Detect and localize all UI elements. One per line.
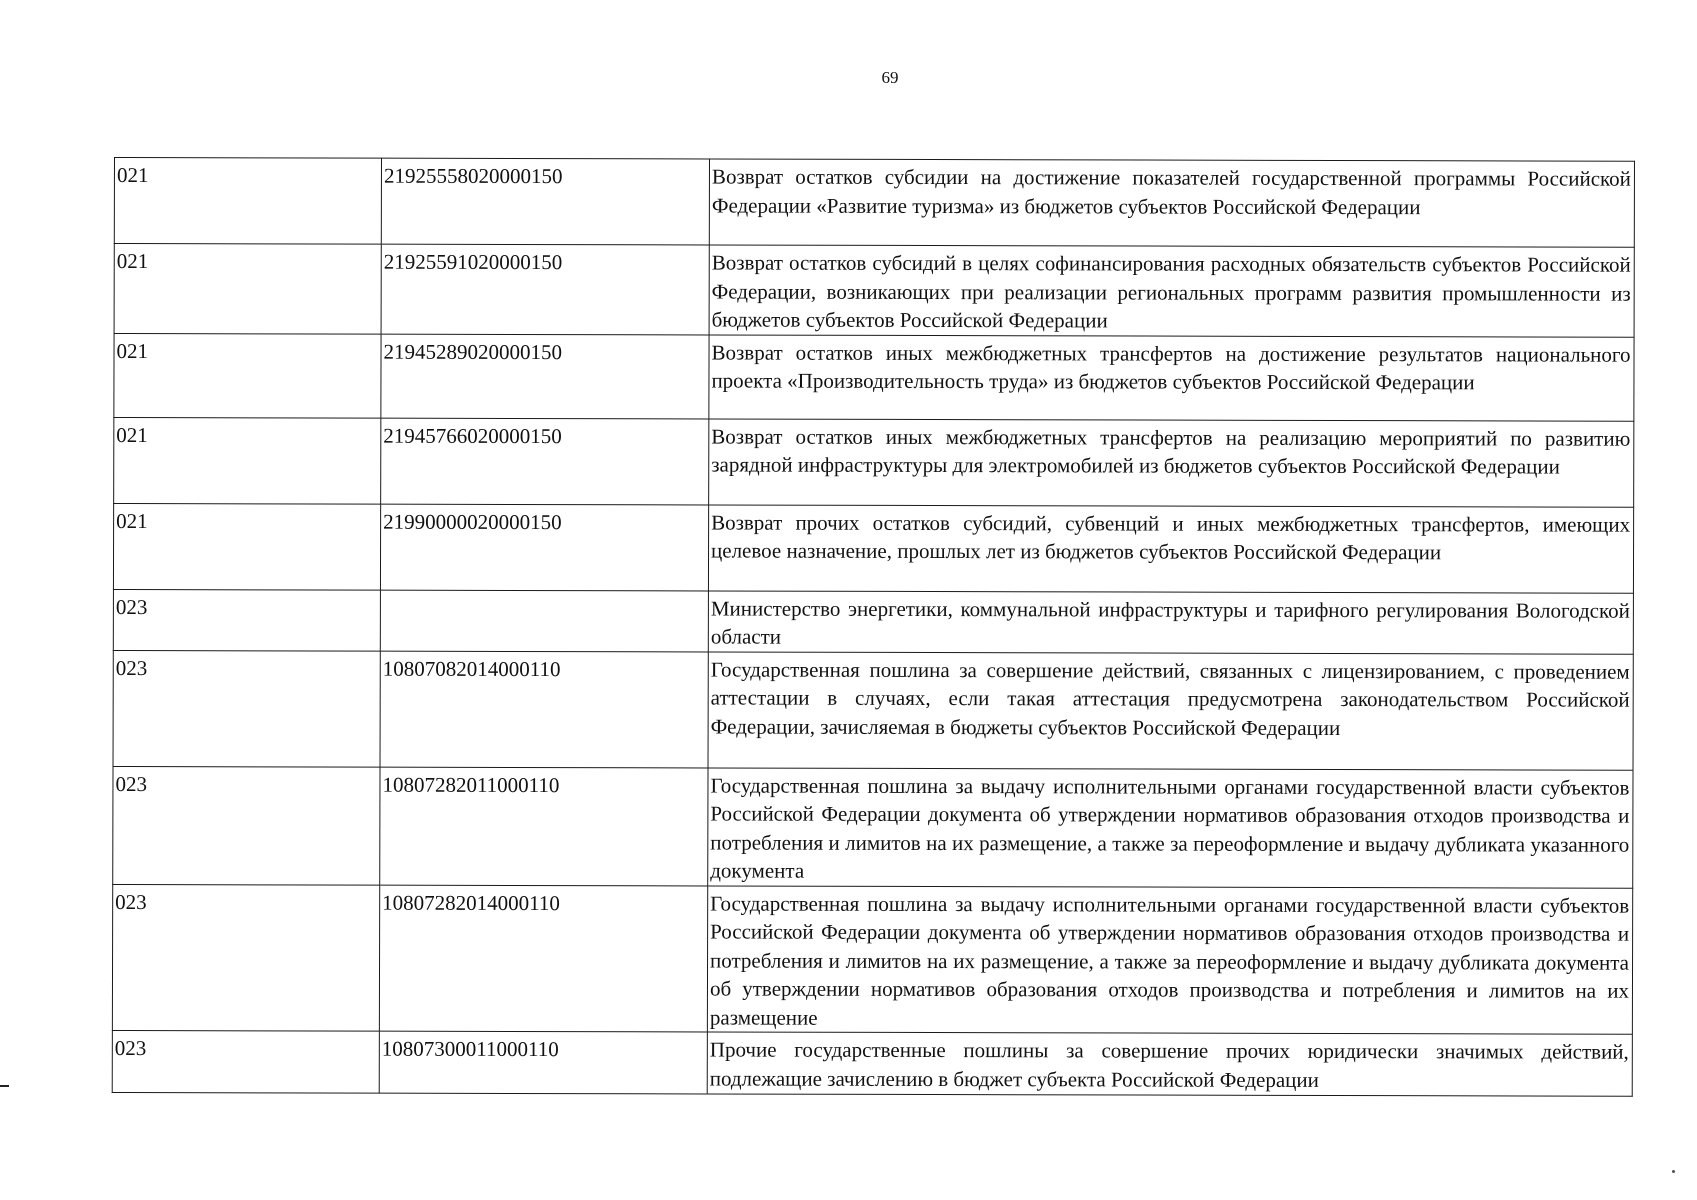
admin-code-cell: 023 (113, 589, 380, 651)
description-cell: Возврат остатков иных межбюджетных трансфертов на реализацию мероприятий по развитию зарядной инфраструктуры для электромобилей из бюджетов субъектов Российской Федерации (709, 418, 1634, 506)
admin-code-cell: 023 (113, 650, 380, 767)
admin-code-cell: 023 (112, 1030, 379, 1093)
table-row (113, 503, 1633, 593)
table-row (113, 766, 1633, 888)
income-code-cell: 21990000020000150 (380, 504, 708, 591)
table-row (112, 1030, 1632, 1096)
table-row (114, 244, 1634, 337)
scan-edge-mark (0, 1085, 9, 1087)
description-cell: Государственная пошлина за выдачу исполнительными органами государственной власти субъектов Российской Федерации документа об утверждении нормативов образования отходов производства и потребления и лимитов на их размещение, а также за переоформление и выдачу дубликата документа об утверждении нормативов образования отходов производства и потребления и лимитов на их размещение (707, 885, 1632, 1034)
description-cell: Возврат остатков иных межбюджетных трансфертов на достижение результатов национального проекта «Производительность труда» из бюджетов субъектов Российской Федерации (709, 334, 1634, 420)
admin-code-cell: 021 (114, 244, 381, 334)
income-codes-table (112, 157, 1635, 1097)
description-cell: Возврат остатков субсидии на достижение показателей государственной программы Российской Федерации «Развитие туризма» из бюджетов субъектов Российской Федерации (709, 159, 1634, 247)
admin-code-cell: 021 (113, 503, 380, 590)
income-code-cell: 10807282014000110 (379, 885, 707, 1032)
admin-code-cell: 021 (114, 417, 381, 504)
income-code-cell: 10807282011000110 (380, 767, 708, 886)
income-code-cell: 21945289020000150 (381, 334, 709, 419)
page-number: 69 (881, 68, 899, 87)
admin-code-cell: 023 (113, 766, 380, 885)
income-code-cell: 21945766020000150 (381, 418, 709, 505)
admin-code-cell: 021 (114, 158, 381, 245)
description-cell: Прочие государственные пошлины за совершение прочих юридически значимых действий, подлежащие зачислению в бюджет субъекта Российской Федерации (707, 1032, 1632, 1096)
scan-speck (1672, 1170, 1675, 1173)
table-row (113, 589, 1633, 654)
description-cell: Возврат прочих остатков субсидий, субвенций и иных межбюджетных трансфертов, имеющих целевое назначение, прошлых лет из бюджетов субъектов Российской Федерации (708, 504, 1633, 592)
income-code-cell: 21925558020000150 (381, 158, 709, 245)
table-row (114, 417, 1634, 507)
description-cell: Государственная пошлина за выдачу исполнительными органами государственной власти субъектов Российской Федерации документа об утверждении нормативов образования отходов производства и потребления и лимитов на их размещение, а также за переоформление и выдачу дубликата указанного документа (708, 767, 1633, 887)
description-cell: Государственная пошлина за совершение действий, связанных с лицензированием, с проведением аттестации в случаях, если такая аттестация предусмотрена законодательством Российской Федерации, зачисляемая в бюджеты субъектов Российской Федерации (708, 651, 1633, 769)
table-row (113, 650, 1633, 770)
income-code-cell: 10807082014000110 (380, 651, 708, 768)
description-cell: Возврат остатков субсидий в целях софинансирования расходных обязательств субъектов Российской Федерации, возникающих при реализации региональных программ развития промышленности из бюджетов субъектов Российской Федерации (709, 245, 1634, 337)
income-code-cell (380, 590, 708, 652)
table-row (114, 333, 1634, 421)
table-row (112, 884, 1632, 1034)
admin-code-cell: 021 (114, 333, 381, 418)
admin-code-cell: 023 (112, 884, 379, 1031)
table-row (114, 158, 1634, 248)
income-code-cell: 21925591020000150 (381, 244, 709, 334)
description-cell: Министерство энергетики, коммунальной инфраструктуры и тарифного регулирования Вологодской области (708, 590, 1633, 653)
income-code-cell: 10807300011000110 (379, 1031, 707, 1094)
